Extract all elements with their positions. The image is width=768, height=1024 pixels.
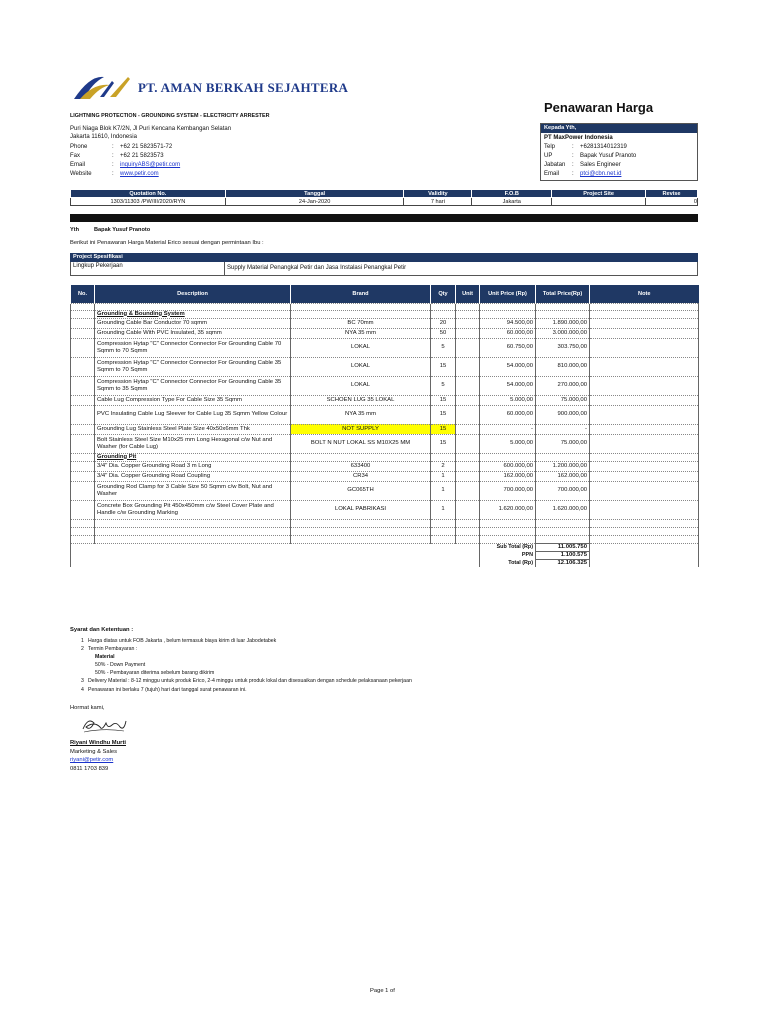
recipient-value: Bapak Yusuf Pranoto bbox=[580, 153, 637, 159]
quotation-header-cell: Quotation No. bbox=[71, 190, 226, 198]
recipient-value: Sales Engineer bbox=[580, 162, 621, 168]
unit-price-cell: 700.000,00 bbox=[480, 481, 536, 500]
blank-cell bbox=[590, 310, 699, 318]
description-cell: Grounding Pit bbox=[95, 453, 291, 461]
blank-cell bbox=[590, 559, 699, 567]
section-row bbox=[71, 310, 699, 318]
description-cell: Grounding Cable Bar Conductor 70 sqmm bbox=[95, 318, 291, 328]
recipient-value: +6281314012319 bbox=[580, 144, 627, 150]
contact-label: Fax bbox=[70, 153, 81, 159]
table-row-blank bbox=[71, 535, 699, 543]
brand-cell: CR34 bbox=[291, 471, 431, 481]
total-price-cell: - bbox=[536, 424, 590, 434]
totals-row bbox=[71, 551, 699, 559]
signer-name: Riyani Windhu Murti bbox=[70, 740, 126, 746]
total-price-cell: 900.000,00 bbox=[536, 405, 590, 424]
contact-value: +62 21 5823573 bbox=[120, 153, 164, 159]
unit-price-cell: 54.000,00 bbox=[480, 376, 536, 395]
no-cell bbox=[71, 405, 95, 424]
quotation-header-cell: F.O.B bbox=[472, 190, 552, 198]
total-price-cell: 700.000,00 bbox=[536, 481, 590, 500]
brand-cell: BOLT N NUT LOKAL SS M10X25 MM bbox=[291, 434, 431, 453]
salutation: Yth Bapak Yusuf Pranoto bbox=[70, 227, 151, 233]
recipient-label: Telp bbox=[544, 144, 556, 150]
project-scope-value: Supply Material Penangkal Petir dan Jasa Instalasi Penangkal Petir bbox=[224, 262, 408, 276]
blank-cell bbox=[536, 310, 590, 318]
totals-row bbox=[71, 543, 699, 551]
blank-cell bbox=[456, 303, 480, 310]
terms-item bbox=[81, 687, 247, 693]
contact-value[interactable]: inquiryABS@petir.com bbox=[120, 162, 181, 168]
blank-cell bbox=[71, 559, 480, 567]
blank-cell bbox=[480, 453, 536, 461]
quotation-value-cell: 0 bbox=[646, 198, 698, 206]
table-row bbox=[71, 338, 699, 357]
signer-email-link[interactable]: riyani@petir.com bbox=[70, 757, 114, 763]
contact-value: +62 21 5823571-72 bbox=[120, 144, 173, 150]
no-cell bbox=[71, 310, 95, 318]
note-cell bbox=[590, 405, 699, 424]
blank-cell bbox=[590, 535, 699, 543]
no-cell bbox=[71, 453, 95, 461]
terms-text: Delivery Material : 8-12 minggu untuk produk Erico, 2-4 minggu untuk produk lokal dan disesuaikan dengan schedule pelaksanaan pekerjaan bbox=[88, 678, 412, 684]
closing-regards: Hormat kami, bbox=[70, 705, 105, 711]
separator: : bbox=[572, 144, 574, 150]
qty-cell: 1 bbox=[431, 500, 456, 519]
total-price-cell: 162.000,00 bbox=[536, 471, 590, 481]
note-cell bbox=[590, 461, 699, 471]
description-cell: Concrete Box Grounding Pit 450x450mm c/w Steel Cover Plate and Handle c/w Grounding Marking bbox=[95, 500, 291, 519]
table-row bbox=[71, 376, 699, 395]
blank-cell bbox=[95, 519, 291, 527]
signer-role: Marketing & Sales bbox=[70, 749, 118, 755]
qty-cell: 20 bbox=[431, 318, 456, 328]
blank-cell bbox=[71, 535, 95, 543]
table-row bbox=[71, 357, 699, 376]
page-number: Page 1 of bbox=[370, 988, 395, 994]
table-row bbox=[71, 395, 699, 405]
recipient-company: PT MaxPower Indonesia bbox=[544, 135, 613, 141]
separator: : bbox=[572, 162, 574, 168]
company-name: PT. AMAN BERKAH SEJAHTERA bbox=[138, 80, 349, 95]
items-header-cell: Qty bbox=[431, 285, 456, 303]
intro-text: Berikut ini Penawaran Harga Material Erico sesuai dengan permintaan Ibu : bbox=[70, 240, 264, 246]
quotation-header-cell: Validity bbox=[404, 190, 472, 198]
unit-price-cell: 60.000,00 bbox=[480, 405, 536, 424]
table-row bbox=[71, 471, 699, 481]
total-price-cell: 303.750,00 bbox=[536, 338, 590, 357]
terms-item bbox=[95, 662, 145, 668]
document-title: Penawaran Harga bbox=[544, 100, 654, 115]
unit-price-cell: - bbox=[480, 424, 536, 434]
brand-cell: NYA 35 mm bbox=[291, 328, 431, 338]
separator: : bbox=[112, 162, 114, 168]
terms-title: Syarat dan Ketentuan : bbox=[70, 627, 134, 633]
terms-number: 1 bbox=[81, 638, 84, 644]
contact-row-fax bbox=[70, 153, 164, 159]
terms-text: 50% - Down Payment bbox=[95, 662, 146, 668]
table-row bbox=[71, 500, 699, 519]
brand-cell: NYA 35 mm bbox=[291, 405, 431, 424]
blank-cell bbox=[536, 453, 590, 461]
recipient-box bbox=[540, 123, 698, 181]
blank-cell bbox=[456, 310, 480, 318]
blank-cell bbox=[536, 527, 590, 535]
blank-cell bbox=[480, 303, 536, 310]
quotation-header-cell: Tanggal bbox=[225, 190, 404, 198]
note-cell bbox=[590, 500, 699, 519]
no-cell bbox=[71, 434, 95, 453]
totals-row bbox=[71, 559, 699, 567]
no-cell bbox=[71, 338, 95, 357]
blank-cell bbox=[291, 303, 431, 310]
blank-cell bbox=[431, 519, 456, 527]
table-row-blank bbox=[71, 303, 699, 310]
blank-cell bbox=[590, 551, 699, 559]
qty-cell: 15 bbox=[431, 424, 456, 434]
blank-cell bbox=[536, 535, 590, 543]
total-price-cell: 270.000,00 bbox=[536, 376, 590, 395]
project-scope-label: Lingkup Pekerjaan bbox=[73, 263, 123, 269]
terms-item bbox=[95, 670, 214, 676]
quotation-value-cell: 7 hari bbox=[404, 198, 472, 206]
qty-cell: 5 bbox=[431, 338, 456, 357]
unit-cell bbox=[456, 434, 480, 453]
totals-label: PPN bbox=[480, 551, 536, 559]
separator: : bbox=[572, 171, 574, 177]
terms-item bbox=[81, 646, 138, 652]
blank-cell bbox=[71, 551, 480, 559]
description-cell: Compression Hytap "C" Connector Connector For Grounding Cable 70 Sqmm to 70 Sqmm bbox=[95, 338, 291, 357]
unit-price-cell: 60.000,00 bbox=[480, 328, 536, 338]
items-header-cell: Total Price(Rp) bbox=[536, 285, 590, 303]
blank-cell bbox=[291, 519, 431, 527]
qty-cell: 1 bbox=[431, 481, 456, 500]
blank-cell bbox=[291, 453, 431, 461]
unit-cell bbox=[456, 481, 480, 500]
description-cell: Grounding Lug Stainless Steel Plate Size 40x50x6mm Thk bbox=[95, 424, 291, 434]
separator: : bbox=[572, 153, 574, 159]
total-price-cell: 3.000.000,00 bbox=[536, 328, 590, 338]
separator: : bbox=[112, 144, 114, 150]
terms-text: Penawaran ini berlaku 7 (tujuh) hari dari tanggal surat penawaran ini. bbox=[88, 687, 247, 693]
description-cell: Cable Lug Compression Type For Cable Size 35 Sqmm bbox=[95, 395, 291, 405]
total-price-cell: 1.200.000,00 bbox=[536, 461, 590, 471]
contact-row-email bbox=[70, 162, 180, 168]
blank-cell bbox=[71, 527, 95, 535]
qty-cell: 5 bbox=[431, 376, 456, 395]
table-row bbox=[71, 328, 699, 338]
description-cell: PVC Insulating Cable Lug Sleever for Cable Lug 35 Sqmm Yellow Colour bbox=[95, 405, 291, 424]
table-row bbox=[71, 424, 699, 434]
quotation-info-table bbox=[70, 189, 698, 206]
description-cell: Bolt Stainless Steel Size M10x25 mm Long Hexagonal c/w Nut and Washer (for Cable Lug) bbox=[95, 434, 291, 453]
terms-item bbox=[95, 654, 115, 660]
recipient-label: Jabatan bbox=[544, 162, 566, 168]
unit-cell bbox=[456, 471, 480, 481]
blank-cell bbox=[536, 303, 590, 310]
blank-cell bbox=[456, 453, 480, 461]
no-cell bbox=[71, 395, 95, 405]
note-cell bbox=[590, 338, 699, 357]
note-cell bbox=[590, 376, 699, 395]
total-price-cell: 810.000,00 bbox=[536, 357, 590, 376]
blank-cell bbox=[431, 535, 456, 543]
unit-price-cell: 600.000,00 bbox=[480, 461, 536, 471]
blank-cell bbox=[431, 527, 456, 535]
unit-price-cell: 54.000,00 bbox=[480, 357, 536, 376]
unit-cell bbox=[456, 500, 480, 519]
total-price-cell: 1.620.000,00 bbox=[536, 500, 590, 519]
qty-cell: 15 bbox=[431, 434, 456, 453]
recipient-header: Kepada Yth, bbox=[541, 124, 697, 133]
items-header-cell: Note bbox=[590, 285, 699, 303]
blank-cell bbox=[456, 535, 480, 543]
recipient-row-email bbox=[544, 171, 621, 177]
note-cell bbox=[590, 318, 699, 328]
project-spec-header: Project Spesifikasi bbox=[70, 253, 698, 262]
blank-cell bbox=[456, 519, 480, 527]
blank-cell bbox=[71, 543, 480, 551]
project-spec-body bbox=[70, 262, 698, 276]
no-cell bbox=[71, 461, 95, 471]
recipient-value[interactable]: ptci@cbn.net.id bbox=[580, 171, 622, 177]
blank-cell bbox=[480, 535, 536, 543]
recipient-row-jabatan bbox=[544, 162, 621, 168]
totals-value: 1.100.575 bbox=[536, 551, 590, 559]
brand-cell: GC065TH bbox=[291, 481, 431, 500]
unit-cell bbox=[456, 461, 480, 471]
unit-price-cell: 60.750,00 bbox=[480, 338, 536, 357]
table-row-blank bbox=[71, 527, 699, 535]
no-cell bbox=[71, 318, 95, 328]
terms-text: Material bbox=[95, 654, 115, 660]
unit-price-cell: 94.500,00 bbox=[480, 318, 536, 328]
note-cell bbox=[590, 434, 699, 453]
contact-row-phone bbox=[70, 144, 172, 150]
table-row-blank bbox=[71, 519, 699, 527]
no-cell bbox=[71, 328, 95, 338]
note-cell bbox=[590, 481, 699, 500]
unit-cell bbox=[456, 376, 480, 395]
contact-row-website bbox=[70, 171, 159, 177]
no-cell bbox=[71, 481, 95, 500]
brand-cell: LOKAL bbox=[291, 376, 431, 395]
description-cell: Compression Hytap "C" Connector Connector For Grounding Cable 35 Sqmm to 70 Sqmm bbox=[95, 357, 291, 376]
blank-cell bbox=[590, 303, 699, 310]
unit-price-cell: 5.000,00 bbox=[480, 395, 536, 405]
blank-cell bbox=[95, 527, 291, 535]
items-header-cell: No. bbox=[71, 285, 95, 303]
terms-text: Termin Pembayaran : bbox=[88, 646, 138, 652]
qty-cell: 15 bbox=[431, 395, 456, 405]
no-cell bbox=[71, 424, 95, 434]
description-cell: Grounding Cable With PVC Insulated, 35 sqmm bbox=[95, 328, 291, 338]
brand-cell: BC 70mm bbox=[291, 318, 431, 328]
address-line-2: Jakarta 11610, Indonesia bbox=[70, 134, 137, 140]
qty-cell: 50 bbox=[431, 328, 456, 338]
totals-label: Sub Total (Rp) bbox=[480, 543, 536, 551]
no-cell bbox=[71, 357, 95, 376]
qty-cell: 1 bbox=[431, 471, 456, 481]
recipient-label: UP bbox=[544, 153, 553, 159]
table-row bbox=[71, 461, 699, 471]
blank-cell bbox=[480, 310, 536, 318]
blank-cell bbox=[95, 535, 291, 543]
table-row bbox=[71, 481, 699, 500]
totals-value: 12.106.325 bbox=[536, 559, 590, 567]
terms-text: Harga diatas untuk FOB Jakarta , belum termasuk biaya kirim di luar Jabodetabek bbox=[88, 638, 277, 644]
unit-cell bbox=[456, 424, 480, 434]
table-row bbox=[71, 318, 699, 328]
brand-cell: LOKAL PABRIKASI bbox=[291, 500, 431, 519]
quotation-value-cell: 1303/11303 /PW/III/2020/RYN bbox=[71, 198, 226, 206]
separator: : bbox=[112, 171, 114, 177]
terms-item bbox=[81, 678, 412, 684]
unit-cell bbox=[456, 328, 480, 338]
description-cell: Grounding Rod Clamp for 3 Cable Size 50 Sqmm c/w Bolt, Nut and Washer bbox=[95, 481, 291, 500]
unit-cell bbox=[456, 357, 480, 376]
description-cell: Compression Hytap "C" Connector Connector For Grounding Cable 35 Sqmm to 35 Sqmm bbox=[95, 376, 291, 395]
description-cell: 3/4" Dia. Copper Grounding Road Coupling bbox=[95, 471, 291, 481]
terms-number: 3 bbox=[81, 678, 84, 684]
quotation-header-cell: Revise bbox=[646, 190, 698, 198]
table-row bbox=[71, 405, 699, 424]
description-cell: Grounding & Bounding System bbox=[95, 310, 291, 318]
note-cell bbox=[590, 395, 699, 405]
blank-cell bbox=[590, 453, 699, 461]
no-cell bbox=[71, 500, 95, 519]
items-header-cell: Unit bbox=[456, 285, 480, 303]
total-price-cell: 75.000,00 bbox=[536, 434, 590, 453]
blank-cell bbox=[480, 527, 536, 535]
terms-text: 50% - Pembayaran diterima sebelum barang dikirim bbox=[95, 670, 215, 676]
note-cell bbox=[590, 328, 699, 338]
items-table bbox=[70, 285, 699, 567]
quotation-value-cell bbox=[552, 198, 646, 206]
unit-cell bbox=[456, 405, 480, 424]
brand-cell: NOT SUPPLY bbox=[291, 424, 431, 434]
blank-cell bbox=[456, 527, 480, 535]
unit-price-cell: 5.000,00 bbox=[480, 434, 536, 453]
brand-cell: LOKAL bbox=[291, 357, 431, 376]
blank-cell bbox=[590, 519, 699, 527]
blank-cell bbox=[536, 519, 590, 527]
recipient-row-telp bbox=[544, 144, 627, 150]
items-header-cell: Description bbox=[95, 285, 291, 303]
unit-cell bbox=[456, 338, 480, 357]
contact-value[interactable]: www.petir.com bbox=[120, 171, 159, 177]
company-tagline: LIGHTNING PROTECTION - GROUNDING SYSTEM - ELECTRICITY ARRESTER bbox=[70, 113, 270, 119]
description-cell: 3/4" Dia. Copper Grounding Road 3 m Long bbox=[95, 461, 291, 471]
unit-price-cell: 1.620.000,00 bbox=[480, 500, 536, 519]
signature-image bbox=[80, 713, 128, 735]
blank-cell bbox=[291, 535, 431, 543]
quotation-value-cell: 24-Jan-2020 bbox=[225, 198, 404, 206]
total-price-cell: 75.000,00 bbox=[536, 395, 590, 405]
blank-cell bbox=[71, 303, 95, 310]
brand-cell: LOKAL bbox=[291, 338, 431, 357]
terms-number: 4 bbox=[81, 687, 84, 693]
recipient-row-up bbox=[544, 153, 636, 159]
no-cell bbox=[71, 376, 95, 395]
note-cell bbox=[590, 424, 699, 434]
divider-bar bbox=[70, 214, 698, 222]
terms-item bbox=[81, 638, 277, 644]
blank-cell bbox=[590, 543, 699, 551]
section-row bbox=[71, 453, 699, 461]
blank-cell bbox=[431, 310, 456, 318]
contact-label: Email bbox=[70, 162, 86, 168]
unit-cell bbox=[456, 318, 480, 328]
address-line-1: Puri Niaga Blok K7/2N, Jl Puri Kencana Kembangan Selatan bbox=[70, 126, 232, 132]
recipient-label: Email bbox=[544, 171, 560, 177]
no-cell bbox=[71, 471, 95, 481]
blank-cell bbox=[431, 453, 456, 461]
contact-label: Phone bbox=[70, 144, 88, 150]
company-logo bbox=[70, 73, 132, 103]
table-row bbox=[71, 434, 699, 453]
items-header-cell: Unit Price (Rp) bbox=[480, 285, 536, 303]
note-cell bbox=[590, 471, 699, 481]
quotation-header-cell: Project Site bbox=[552, 190, 646, 198]
contact-label: Website bbox=[70, 171, 92, 177]
separator: : bbox=[112, 153, 114, 159]
total-price-cell: 1.890.000,00 bbox=[536, 318, 590, 328]
quotation-value-cell: Jakarta bbox=[472, 198, 552, 206]
totals-value: 11.005.750 bbox=[536, 543, 590, 551]
brand-cell: SCHOEN LUG 35 LOKAL bbox=[291, 395, 431, 405]
qty-cell: 15 bbox=[431, 405, 456, 424]
blank-cell bbox=[71, 519, 95, 527]
blank-cell bbox=[431, 303, 456, 310]
totals-label: Total (Rp) bbox=[480, 559, 536, 567]
blank-cell bbox=[95, 303, 291, 310]
unit-price-cell: 162.000,00 bbox=[480, 471, 536, 481]
qty-cell: 15 bbox=[431, 357, 456, 376]
blank-cell bbox=[291, 527, 431, 535]
blank-cell bbox=[291, 310, 431, 318]
terms-number: 2 bbox=[81, 646, 84, 652]
qty-cell: 2 bbox=[431, 461, 456, 471]
signer-phone: 0811 1703 839 bbox=[70, 766, 109, 772]
brand-cell: 633400 bbox=[291, 461, 431, 471]
unit-cell bbox=[456, 395, 480, 405]
blank-cell bbox=[480, 519, 536, 527]
blank-cell bbox=[590, 527, 699, 535]
items-header-cell: Brand bbox=[291, 285, 431, 303]
note-cell bbox=[590, 357, 699, 376]
